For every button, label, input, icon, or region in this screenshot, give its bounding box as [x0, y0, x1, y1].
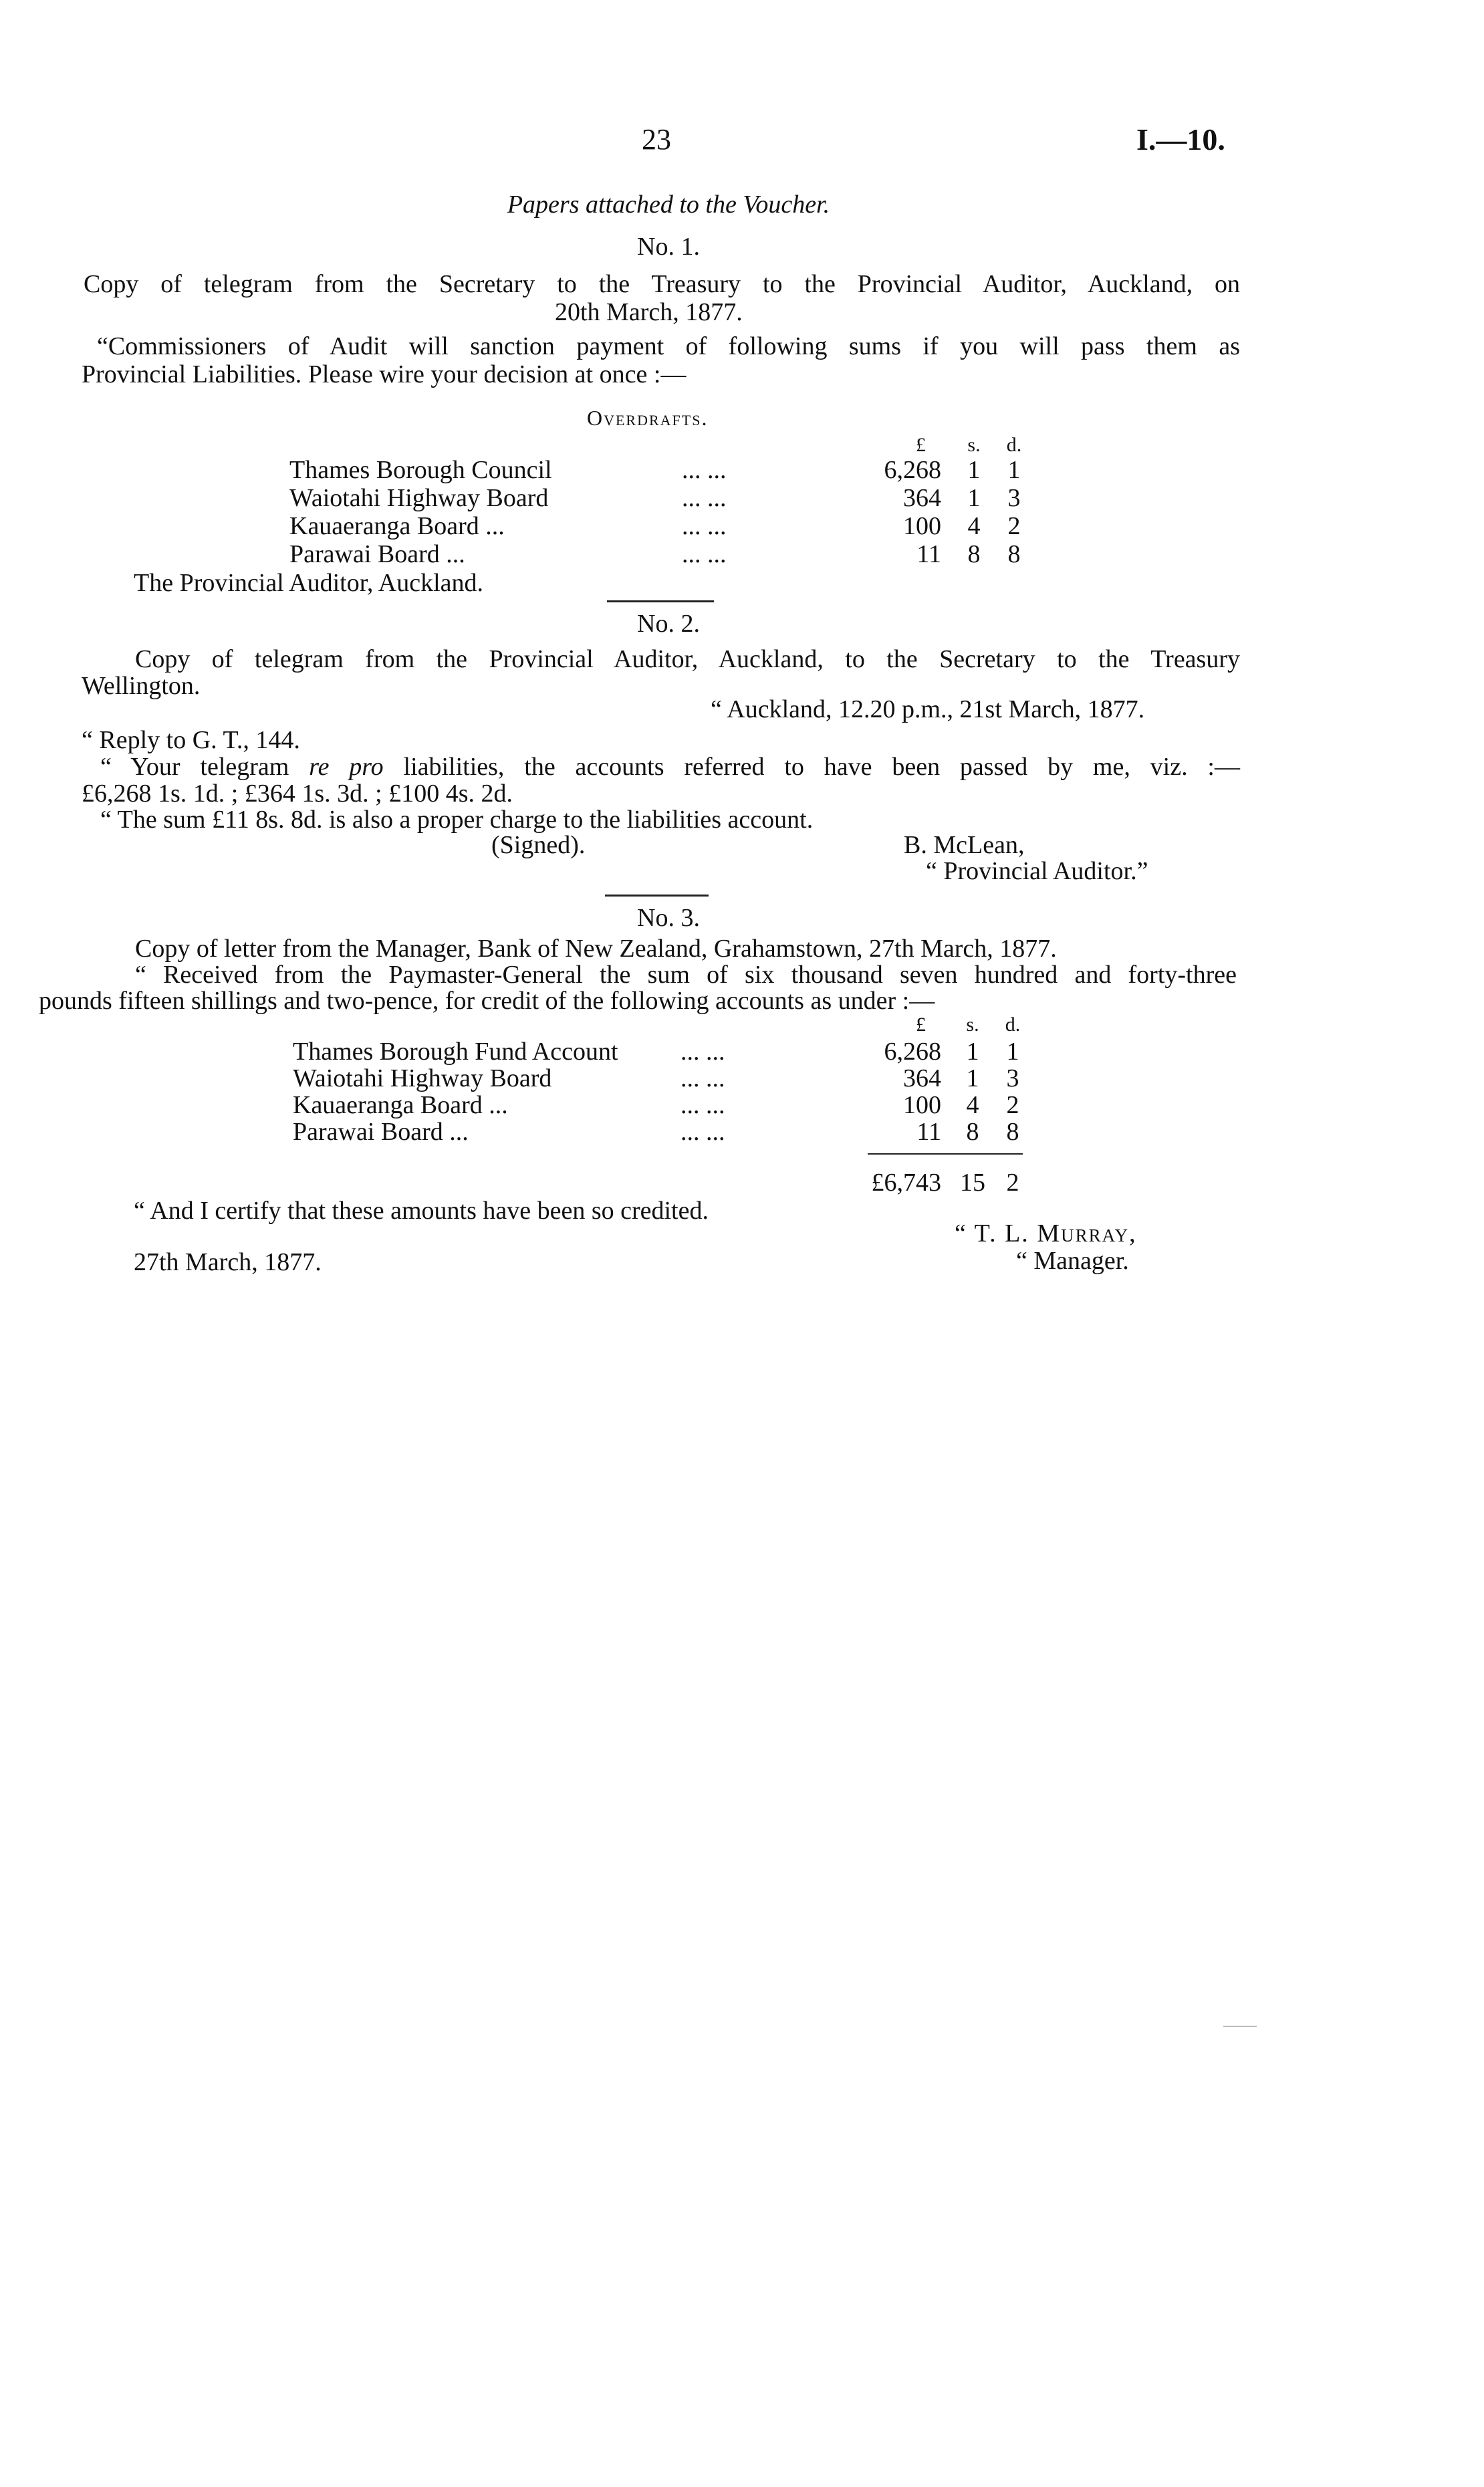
no3-row-d: 2 [1006, 1091, 1019, 1119]
no3-row-d: 1 [1006, 1038, 1019, 1066]
no3-certify: “ And I certify that these amounts have been so credited. [134, 1197, 709, 1225]
no3-row-pounds: 100 [903, 1091, 941, 1119]
no2-signatory: B. McLean, [904, 831, 1025, 859]
no3-row-dots: ... ... [681, 1064, 725, 1092]
no2-signatory-title: “ Provincial Auditor.” [926, 857, 1148, 885]
no3-row-dots: ... ... [681, 1038, 725, 1066]
no1-row-dots: ... ... [682, 540, 727, 568]
no2-intro-line1: Copy of telegram from the Provincial Auditor, Auckland, to the Secretary to the Treasury [135, 645, 1240, 673]
no3-total-s: 15 [960, 1169, 985, 1197]
no3-row-s: 8 [966, 1118, 979, 1146]
no2-number: No. 2. [637, 610, 700, 638]
no3-intro: Copy of letter from the Manager, Bank of New Zealand, Grahamstown, 27th March, 1877. [135, 935, 1057, 963]
no1-row-s: 4 [967, 512, 981, 540]
no2-intro-line2: Wellington. [82, 672, 201, 700]
no3-row-d: 8 [1006, 1118, 1019, 1146]
no3-row-pounds: 364 [903, 1064, 941, 1092]
no1-row-s: 8 [967, 540, 981, 568]
no3-quote-line2: pounds fifteen shillings and two-pence, for credit of the following accounts as under :— [39, 987, 935, 1015]
no1-row-dots: ... ... [682, 512, 727, 540]
no3-row-name: Kauaeranga Board ... [293, 1091, 508, 1119]
no1-row-name: Waiotahi Highway Board [289, 484, 549, 512]
no2-body-line3: “ The sum £11 8s. 8d. is also a proper charge to the liabilities account. [100, 806, 814, 834]
no1-row-d: 2 [1007, 512, 1021, 540]
no1-col-d: d. [1006, 434, 1022, 456]
no1-col-pound: £ [916, 434, 926, 456]
no3-row-name: Thames Borough Fund Account [293, 1038, 618, 1066]
no3-total-d: 2 [1006, 1169, 1019, 1197]
no1-row-dots: ... ... [682, 484, 727, 512]
no1-row-s: 1 [967, 456, 981, 484]
no3-col-pound: £ [916, 1014, 926, 1036]
no1-quote-line1: “Commissioners of Audit will sanction payment of following sums if you will pass them as [97, 332, 1240, 360]
no1-row-name: Kauaeranga Board ... [289, 512, 505, 540]
no2-body-line1 [100, 753, 1240, 781]
no1-row-name: Parawai Board ... [289, 540, 465, 568]
no1-table-title: Overdrafts. [587, 406, 709, 430]
no1-intro-line2: 20th March, 1877. [555, 298, 743, 326]
no2-signed: (Signed). [491, 831, 586, 859]
section-divider [605, 895, 709, 897]
no1-row-name: Thames Borough Council [289, 456, 552, 484]
no3-signatory-title: “ Manager. [1016, 1247, 1129, 1275]
no1-col-s: s. [967, 434, 981, 456]
no2-body-text-b: liabilities, the accounts referred to have been passed by me, viz. :— [383, 753, 1240, 781]
no3-signatory: “ T. L. Murray, [955, 1219, 1137, 1248]
no3-row-dots: ... ... [681, 1118, 725, 1146]
no3-col-s: s. [966, 1014, 979, 1036]
no3-number: No. 3. [637, 904, 700, 932]
no3-row-d: 3 [1006, 1064, 1019, 1092]
no1-row-pounds: 6,268 [884, 456, 941, 484]
no1-row-d: 8 [1007, 540, 1021, 568]
no3-row-pounds: 11 [916, 1118, 941, 1146]
no3-row-pounds: 6,268 [884, 1038, 941, 1066]
no1-row-pounds: 11 [916, 540, 941, 568]
no3-row-name: Parawai Board ... [293, 1118, 469, 1146]
section-heading: Papers attached to the Voucher. [507, 191, 830, 219]
no3-row-s: 4 [966, 1091, 979, 1119]
no3-row-s: 1 [966, 1038, 979, 1066]
no2-body-italic: re pro [309, 753, 384, 781]
no1-row-pounds: 364 [903, 484, 941, 512]
no3-quote-line1: “ Received from the Paymaster-General the sum of six thousand seven hundred and forty-three [135, 961, 1237, 989]
no2-body-text-a: “ Your telegram [100, 753, 310, 781]
no3-row-dots: ... ... [681, 1091, 725, 1119]
no1-quote-line2: Provincial Liabilities. Please wire your decision at once :— [82, 360, 687, 388]
no1-number: No. 1. [637, 233, 700, 261]
no2-body-line2: £6,268 1s. 1d. ; £364 1s. 3d. ; £100 4s. 2d. [82, 780, 513, 808]
no3-row-s: 1 [966, 1064, 979, 1092]
no2-reply: “ Reply to G. T., 144. [82, 726, 300, 754]
no2-dateline: “ Auckland, 12.20 p.m., 21st March, 1877. [711, 695, 1145, 723]
total-rule [868, 1153, 1023, 1155]
no3-date: 27th March, 1877. [134, 1248, 322, 1276]
no1-row-d: 3 [1007, 484, 1021, 512]
document-reference: I.—10. [1136, 122, 1225, 156]
no3-col-d: d. [1005, 1014, 1021, 1036]
no1-addressee: The Provincial Auditor, Auckland. [134, 569, 484, 597]
no1-row-dots: ... ... [682, 456, 727, 484]
no1-row-s: 1 [967, 484, 981, 512]
no3-row-name: Waiotahi Highway Board [293, 1064, 552, 1092]
no1-intro-line1: Copy of telegram from the Secretary to the Treasury to the Provincial Auditor, Auckland, on [84, 270, 1240, 298]
no1-row-d: 1 [1007, 456, 1021, 484]
page-number: 23 [642, 123, 671, 156]
scan-artifact [1223, 2026, 1257, 2027]
no3-total-pounds: £6,743 [871, 1169, 941, 1197]
section-divider [607, 600, 714, 602]
no1-row-pounds: 100 [903, 512, 941, 540]
